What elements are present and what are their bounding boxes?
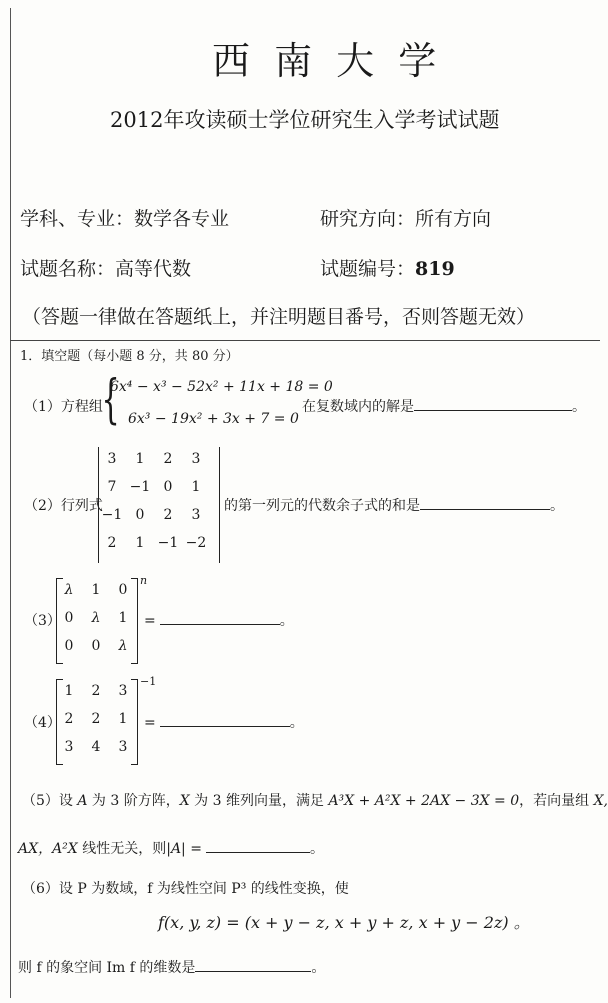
q4-end: 。 [289, 715, 304, 731]
q1-tail-text: 在复数域内的解是 [302, 399, 414, 415]
answer-note: （答题一律做在答题纸上，并注明题目番号，否则答题无效） [22, 306, 536, 328]
q4-label: （4） [24, 715, 61, 731]
q5-var-x: X [179, 793, 190, 809]
subject-label: 学科、专业： [20, 208, 135, 230]
q3-cell: 0 [64, 610, 74, 626]
q4-cell: 3 [118, 739, 128, 755]
q3-tail [144, 610, 294, 630]
q3-exponent: n [140, 574, 148, 587]
q3-answer-blank[interactable] [160, 610, 280, 625]
q1-tail [302, 396, 586, 416]
subject-row [20, 204, 229, 231]
q3-cell: 0 [64, 638, 74, 654]
q3-cell: λ [118, 638, 128, 654]
q3-equals: = [144, 613, 156, 629]
subject-value: 数学各专业 [134, 208, 230, 230]
q5-line-2 [18, 838, 324, 858]
code-value: 819 [415, 258, 455, 280]
q6-end: 。 [311, 960, 326, 976]
q2-cell: 2 [163, 451, 173, 467]
direction-row [320, 204, 491, 231]
q2-cell: −1 [129, 479, 151, 495]
direction-label: 研究方向： [320, 208, 416, 230]
code-row [320, 254, 455, 281]
q1-label: （1）方程组 [24, 399, 103, 415]
q5-end: 。 [309, 841, 324, 857]
divider [10, 340, 600, 341]
q2-cell: −1 [101, 507, 123, 523]
q6-text: 则 f 的象空间 Im f 的维数是 [18, 960, 196, 976]
q5-var-a: A [77, 793, 88, 809]
q4-cell: 1 [64, 683, 74, 699]
q2-cell: 0 [135, 507, 145, 523]
q2-cell: 2 [163, 507, 173, 523]
q5-answer-blank[interactable] [206, 838, 310, 853]
q2-cell: −1 [157, 535, 179, 551]
det-right-bar [219, 447, 220, 563]
q2-cell: −2 [185, 535, 207, 551]
q2-tail-text: 的第一列元的代数余子式的和是 [224, 498, 420, 514]
q2-label: （2）行列式 [24, 498, 103, 514]
q3-cell: 0 [118, 582, 128, 598]
q1-equation-1: 6x⁴ − x³ − 52x² + 11x + 18 = 0 [110, 379, 333, 395]
q4-cell: 1 [118, 711, 128, 727]
q2-cell: 1 [191, 479, 201, 495]
q4-cell: 3 [64, 739, 74, 755]
q5-text-d: ，若向量组 [519, 793, 594, 809]
q2-determinant [98, 447, 220, 563]
paper-label: 试题名称： [20, 258, 116, 280]
q3-end: 。 [279, 613, 294, 629]
q4-tail [144, 712, 304, 732]
q5-equation: A³X + A²X + 2AX − 3X = 0 [328, 793, 520, 809]
q2-cell: 1 [135, 535, 145, 551]
q4-cell: 2 [64, 711, 74, 727]
paper-row [20, 254, 191, 281]
q1-equation-2: 6x³ − 19x² + 3x + 7 = 0 [128, 411, 299, 427]
q2-cell: 3 [191, 451, 201, 467]
q4-exponent: −1 [140, 675, 157, 688]
q5-vectors: AX，A²X [18, 841, 78, 857]
q3-cell: λ [91, 610, 101, 626]
exam-title: 2012年攻读硕士学位研究生入学考试试题 [110, 108, 500, 132]
q3-matrix [56, 578, 138, 664]
university-title: 西 南 大 学 [212, 39, 443, 83]
q2-cell: 3 [107, 451, 117, 467]
q1-brace: { [101, 370, 120, 430]
q2-cell: 0 [163, 479, 173, 495]
q3-cell: 1 [118, 610, 128, 626]
q2-end: 。 [550, 498, 564, 514]
q4-matrix [56, 679, 138, 765]
q4-equals: = [144, 715, 156, 731]
q1-end: 。 [572, 399, 586, 415]
q2-cell: 1 [135, 451, 145, 467]
q4-cell: 2 [91, 683, 101, 699]
q5-line-1 [22, 790, 608, 810]
q4-cell: 4 [91, 739, 101, 755]
q2-cell: 7 [107, 479, 117, 495]
section-heading: 1．填空题（每小题 8 分，共 80 分） [20, 349, 239, 364]
q3-cell: λ [64, 582, 74, 598]
q5-text-b: 为 3 阶方阵， [87, 793, 180, 809]
q2-cell: 3 [191, 507, 201, 523]
q6-answer-blank[interactable] [195, 957, 311, 972]
q5-text-c: 为 3 维列向量，满足 [189, 793, 329, 809]
q2-cell: 2 [107, 535, 117, 551]
q3-label: （3） [24, 613, 61, 629]
direction-value: 所有方向 [415, 208, 492, 230]
q5-text-e: 线性无关，则 [77, 841, 167, 857]
q5-cut: X, [593, 793, 608, 809]
q6-line-3 [18, 957, 325, 977]
q2-tail [224, 495, 564, 515]
q5-text-a: （5）设 [22, 793, 78, 809]
q4-answer-blank[interactable] [160, 712, 290, 727]
paper-value: 高等代数 [115, 258, 192, 280]
q6-formula: f(x, y, z) = (x + y − z, x + y + z, x + y − 2z) 。 [158, 913, 530, 932]
q4-cell: 3 [118, 683, 128, 699]
q4-cell: 2 [91, 711, 101, 727]
q5-det-a: |A| [166, 841, 186, 857]
q2-answer-blank[interactable] [420, 495, 550, 510]
q6-line-1: （6）设 P 为数域，f 为线性空间 P³ 的线性变换，使 [22, 881, 349, 897]
q3-cell: 1 [91, 582, 101, 598]
q5-equals: = [185, 841, 202, 857]
q3-cell: 0 [91, 638, 101, 654]
q1-answer-blank[interactable] [414, 396, 572, 411]
code-label: 试题编号： [320, 258, 416, 280]
